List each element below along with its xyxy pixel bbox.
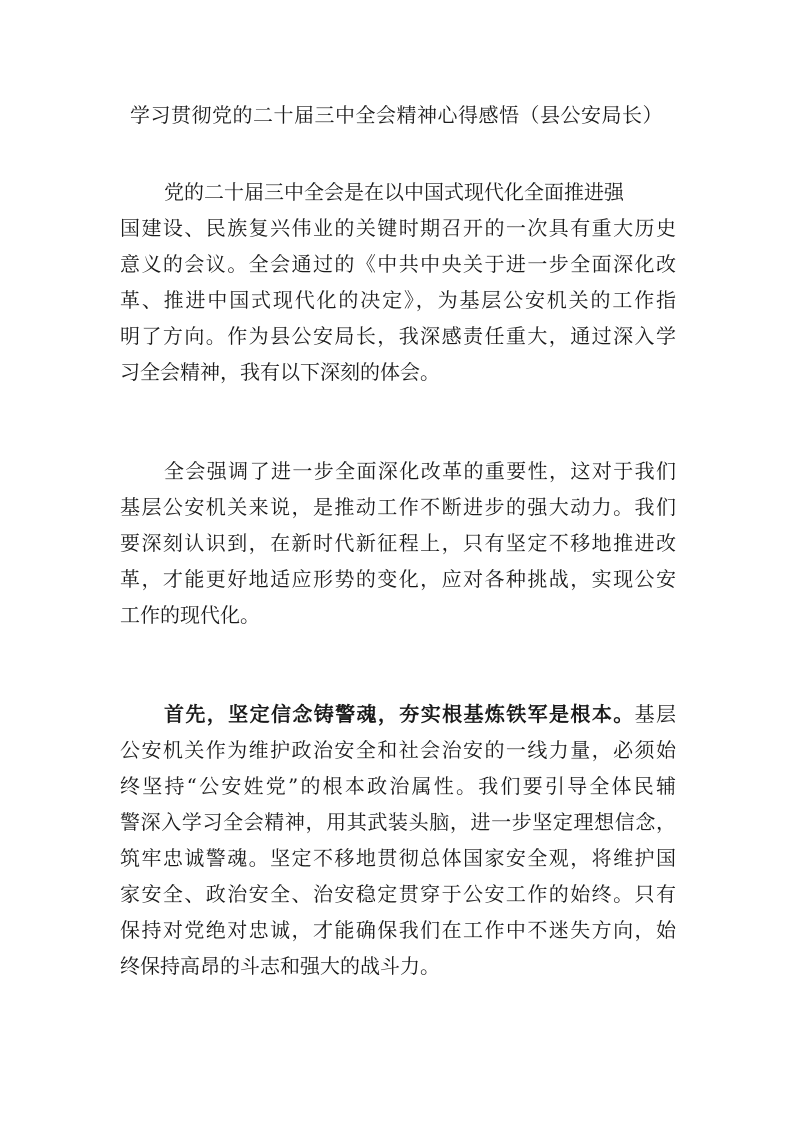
- paragraph-line: [120, 696, 676, 732]
- paragraph-reform: [120, 453, 676, 633]
- paragraph-line: 革、推进中国式现代化的决定》，为基层公安机关的工作指: [120, 288, 676, 312]
- paragraph-line: 革，才能更好地适应形势的变化，应对各种挑战，实现公安: [120, 567, 676, 591]
- paragraph-line: 终保持高昂的斗志和强大的战斗力。: [120, 954, 440, 978]
- paragraph-intro: [120, 174, 676, 390]
- paragraph-line: 全会强调了进一步全面深化改革的重要性，这对于我们: [164, 459, 676, 483]
- paragraph-line: 意义的会议。全会通过的《中共中央关于进一步全面深化改: [120, 252, 676, 276]
- paragraph-line: 家安全、政治安全、治安稳定贯穿于公安工作的始终。只有: [120, 882, 676, 906]
- paragraph-line: 工作的现代化。: [120, 603, 260, 627]
- paragraph-lead-heading: 首先，坚定信念铸警魂，夯实根基炼铁军是根本。: [164, 702, 635, 726]
- paragraph-line: 保持对党绝对忠诚，才能确保我们在工作中不迷失方向，始: [120, 918, 676, 942]
- paragraph-line: 筑牢忠诚警魂。坚定不移地贯彻总体国家安全观，将维护国: [120, 846, 676, 870]
- paragraph-first-point: [120, 696, 676, 984]
- paragraph-line: 警深入学习全会精神，用其武装头脑，进一步坚定理想信念，: [120, 810, 676, 834]
- paragraph-line: 习全会精神，我有以下深刻的体会。: [120, 360, 440, 384]
- document-title: 学习贯彻党的二十届三中全会精神心得感悟（县公安局长）: [130, 103, 663, 127]
- paragraph-lead-text: 基层: [634, 702, 677, 726]
- paragraph-line: 终坚持“公安姓党”的根本政治属性。我们要引导全体民辅: [120, 774, 676, 798]
- paragraph-line: 公安机关作为维护政治安全和社会治安的一线力量，必须始: [120, 738, 676, 762]
- paragraph-line: 基层公安机关来说，是推动工作不断进步的强大动力。我们: [120, 495, 676, 519]
- paragraph-line: 要深刻认识到，在新时代新征程上，只有坚定不移地推进改: [120, 531, 676, 555]
- paragraph-line: 国建设、民族复兴伟业的关键时期召开的一次具有重大历史: [120, 216, 676, 240]
- paragraph-line: 党的二十届三中全会是在以中国式现代化全面推进强: [164, 180, 624, 204]
- paragraph-line: 明了方向。作为县公安局长，我深感责任重大，通过深入学: [120, 324, 676, 348]
